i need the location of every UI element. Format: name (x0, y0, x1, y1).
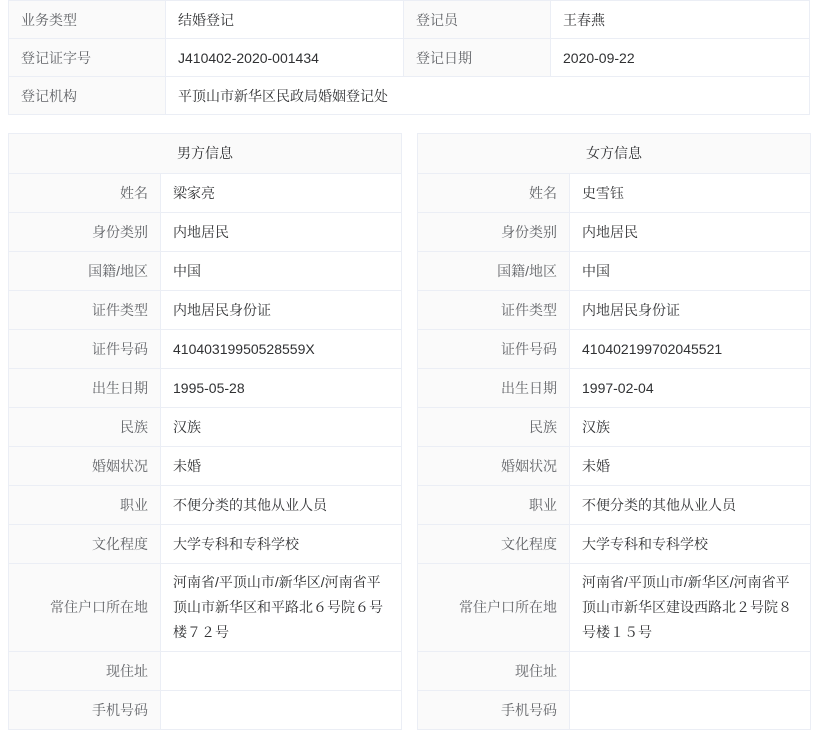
male-ethnicity-label: 民族 (9, 408, 161, 447)
female-name-value: 史雪钰 (570, 174, 811, 213)
male-name-label: 姓名 (9, 174, 161, 213)
male-name-value: 梁家亮 (161, 174, 402, 213)
table-row (9, 525, 402, 564)
male-marital-status-label: 婚姻状况 (9, 447, 161, 486)
female-phone-label: 手机号码 (418, 691, 570, 730)
table-row (418, 252, 811, 291)
table-row (9, 174, 402, 213)
female-household-address-label: 常住户口所在地 (418, 564, 570, 652)
table-row (418, 691, 811, 730)
female-current-address-value (570, 652, 811, 691)
registrar-label: 登记员 (404, 1, 551, 39)
table-row (9, 252, 402, 291)
female-occupation-label: 职业 (418, 486, 570, 525)
female-identity-type-label: 身份类别 (418, 213, 570, 252)
female-name-label: 姓名 (418, 174, 570, 213)
female-phone-value (570, 691, 811, 730)
female-occupation-value: 不便分类的其他从业人员 (570, 486, 811, 525)
table-row (418, 408, 811, 447)
table-row (418, 174, 811, 213)
table-row (418, 447, 811, 486)
male-id-number-label: 证件号码 (9, 330, 161, 369)
male-id-number-value: 41040319950528559X (161, 330, 402, 369)
table-row (9, 691, 402, 730)
table-row (418, 291, 811, 330)
person-info-pair (8, 133, 809, 730)
female-ethnicity-value: 汉族 (570, 408, 811, 447)
table-row (9, 408, 402, 447)
male-identity-type-label: 身份类别 (9, 213, 161, 252)
female-household-address-value: 河南省/平顶山市/新华区/河南省平顶山市新华区建设西路北２号院８号楼１５号 (570, 564, 811, 652)
female-birthdate-label: 出生日期 (418, 369, 570, 408)
male-education-label: 文化程度 (9, 525, 161, 564)
female-nationality-label: 国籍/地区 (418, 252, 570, 291)
table-row (418, 213, 811, 252)
male-current-address-value (161, 652, 402, 691)
table-row (418, 652, 811, 691)
female-education-value: 大学专科和专科学校 (570, 525, 811, 564)
male-education-value: 大学专科和专科学校 (161, 525, 402, 564)
female-id-type-label: 证件类型 (418, 291, 570, 330)
table-row (9, 77, 810, 115)
male-id-type-value: 内地居民身份证 (161, 291, 402, 330)
male-id-type-label: 证件类型 (9, 291, 161, 330)
male-occupation-value: 不便分类的其他从业人员 (161, 486, 402, 525)
certificate-no-label: 登记证字号 (9, 39, 166, 77)
female-ethnicity-label: 民族 (418, 408, 570, 447)
male-ethnicity-value: 汉族 (161, 408, 402, 447)
table-row (9, 369, 402, 408)
female-id-number-value: 410402199702045521 (570, 330, 811, 369)
table-row (9, 447, 402, 486)
female-info-table (417, 133, 811, 730)
male-birthdate-value: 1995-05-28 (161, 369, 402, 408)
table-row (9, 39, 810, 77)
table-row (418, 369, 811, 408)
female-info-title: 女方信息 (418, 134, 811, 174)
male-identity-type-value: 内地居民 (161, 213, 402, 252)
male-occupation-label: 职业 (9, 486, 161, 525)
table-row (418, 486, 811, 525)
female-marital-status-label: 婚姻状况 (418, 447, 570, 486)
business-type-label: 业务类型 (9, 1, 166, 39)
business-type-value: 结婚登记 (166, 1, 404, 39)
male-nationality-label: 国籍/地区 (9, 252, 161, 291)
male-info-title: 男方信息 (9, 134, 402, 174)
female-id-type-value: 内地居民身份证 (570, 291, 811, 330)
female-birthdate-value: 1997-02-04 (570, 369, 811, 408)
table-row (418, 330, 811, 369)
male-household-address-value: 河南省/平顶山市/新华区/河南省平顶山市新华区和平路北６号院６号楼７２号 (161, 564, 402, 652)
male-phone-label: 手机号码 (9, 691, 161, 730)
female-id-number-label: 证件号码 (418, 330, 570, 369)
male-nationality-value: 中国 (161, 252, 402, 291)
female-marital-status-value: 未婚 (570, 447, 811, 486)
table-row (9, 564, 402, 652)
table-row (9, 330, 402, 369)
registration-date-label: 登记日期 (404, 39, 551, 77)
table-row (9, 213, 402, 252)
male-birthdate-label: 出生日期 (9, 369, 161, 408)
table-row (9, 134, 402, 174)
male-marital-status-value: 未婚 (161, 447, 402, 486)
table-row (418, 134, 811, 174)
summary-table (8, 0, 810, 115)
table-row (418, 525, 811, 564)
female-education-label: 文化程度 (418, 525, 570, 564)
female-nationality-value: 中国 (570, 252, 811, 291)
table-row (9, 652, 402, 691)
registrar-value: 王春燕 (551, 1, 810, 39)
certificate-no-value: J410402-2020-001434 (166, 39, 404, 77)
table-row (9, 291, 402, 330)
table-row (9, 1, 810, 39)
male-phone-value (161, 691, 402, 730)
female-current-address-label: 现住址 (418, 652, 570, 691)
registration-date-value: 2020-09-22 (551, 39, 810, 77)
registration-org-value: 平顶山市新华区民政局婚姻登记处 (166, 77, 810, 115)
registration-org-label: 登记机构 (9, 77, 166, 115)
table-row (9, 486, 402, 525)
female-identity-type-value: 内地居民 (570, 213, 811, 252)
male-current-address-label: 现住址 (9, 652, 161, 691)
table-row (418, 564, 811, 652)
male-info-table (8, 133, 402, 730)
male-household-address-label: 常住户口所在地 (9, 564, 161, 652)
